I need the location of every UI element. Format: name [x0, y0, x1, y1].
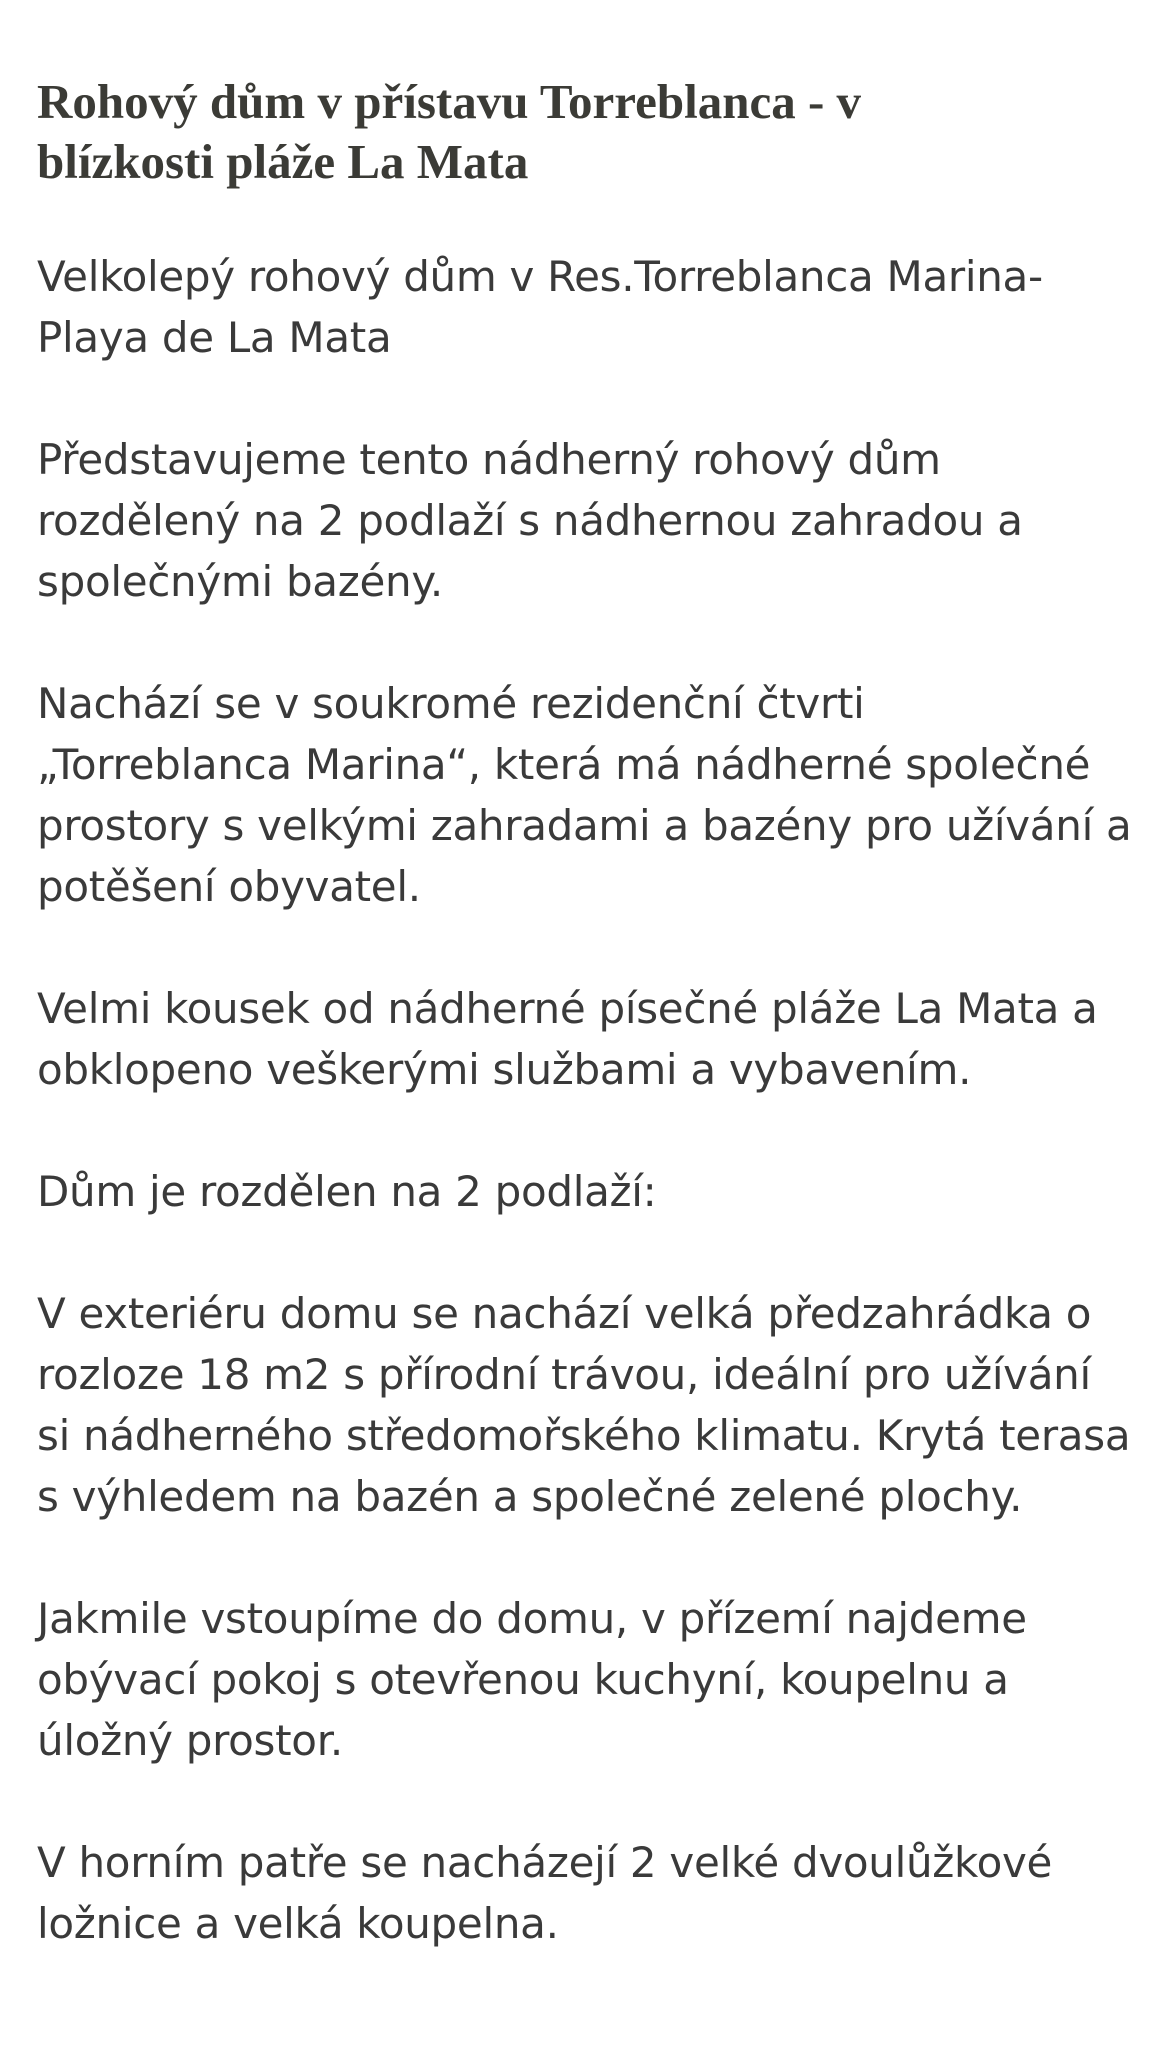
presentation-paragraph: Představujeme tento nádherný rohový dům rozdělený na 2 podlaží s nádhernou zahradou a společnými bazény. — [37, 434, 1023, 606]
upper-floor-paragraph: V horním patře se nacházejí 2 velké dvoulůžkové ložnice a velká koupelna. — [37, 1837, 1053, 1948]
ground-floor-paragraph: Jakmile vstoupíme do domu, v přízemí najdeme obývací pokoj s otevřenou kuchyní, koupelnu a úložný prostor. — [37, 1593, 1027, 1765]
floors-paragraph: Dům je rozdělen na 2 podlaží: — [37, 1166, 657, 1216]
beach-paragraph: Velmi kousek od nádherné písečné pláže La Mata a obklopeno veškerými službami a vybavením. — [37, 983, 1098, 1094]
location-paragraph: Nachází se v soukromé rezidenční čtvrti „Torreblanca Marina“, která má nádherné společné prostory s velkými zahradami a bazény pro užívání a potěšení obyvatel. — [37, 678, 1132, 911]
page-title: Rohový dům v přístavu Torreblanca - v blízkosti pláže La Mata — [37, 74, 862, 189]
intro-paragraph: Velkolepý rohový dům v Res.Torreblanca Marina-Playa de La Mata — [37, 251, 1043, 362]
exterior-paragraph: V exteriéru domu se nachází velká předzahrádka o rozloze 18 m2 s přírodní trávou, ideální pro užívání si nádherného středomořského klimatu. Krytá terasa s výhledem na bazén a společné zelené plochy. — [37, 1288, 1131, 1521]
